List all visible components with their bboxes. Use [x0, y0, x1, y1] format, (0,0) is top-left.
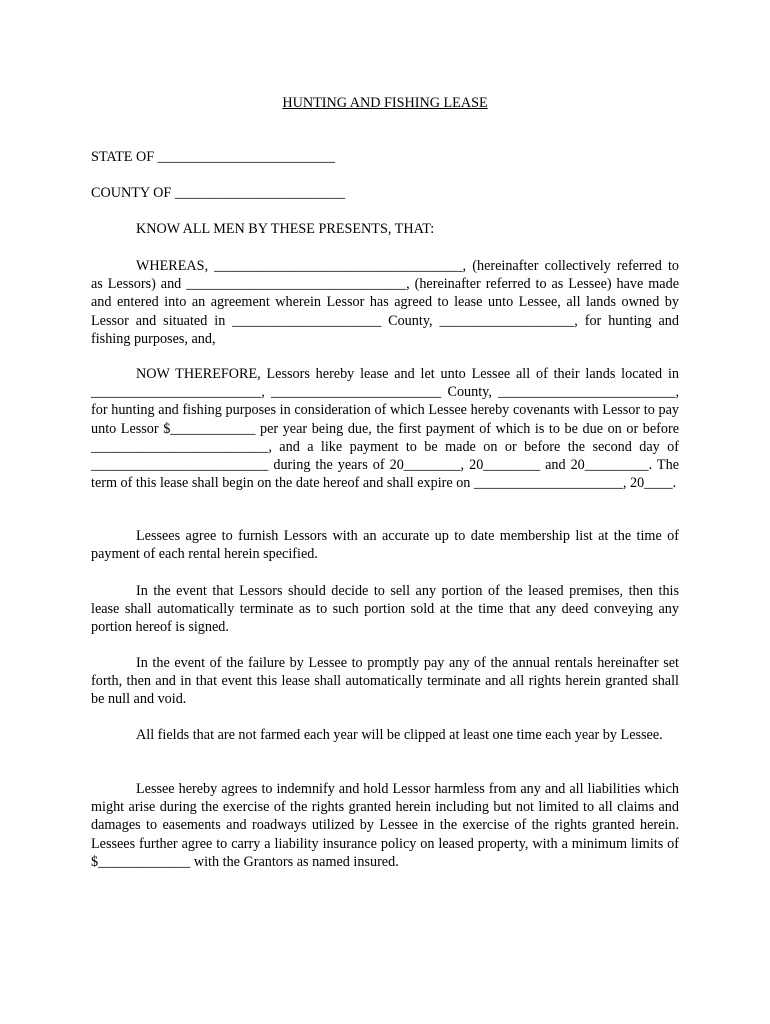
failure-to-pay-paragraph: In the event of the failure by Lessee to promptly pay any of the annual rentals hereinafter set forth, then and in that event this lease shall automatically terminate and all rights herein granted shall be null and void. [91, 655, 679, 708]
fields-clipped-paragraph: All fields that are not farmed each year will be clipped at least one time each year by Lessee. [136, 727, 663, 743]
membership-list-paragraph: Lessees agree to furnish Lessors with an accurate up to date membership list at the time of payment of each rental herein specified. [91, 528, 679, 563]
sale-termination-paragraph: In the event that Lessors should decide to sell any portion of the leased premises, then this lease shall automatically terminate as to such portion sold at the time that any deed conveying any portion hereof is signed. [91, 583, 679, 636]
state-line: STATE OF _________________________ [91, 149, 335, 165]
indemnify-paragraph: Lessee hereby agrees to indemnify and hold Lessor harmless from any and all liabilities which might arise during the exercise of the rights granted herein including but not limited to all claims and damages to easements and roadways utilized by Lessee in the exercise of the rights granted herein. Lessees further agree to carry a liability insurance policy on leased property, with a minimum limits of $_____________ with the Grantors as named insured. [91, 781, 679, 870]
know-all-men-line: KNOW ALL MEN BY THESE PRESENTS, THAT: [136, 221, 435, 237]
now-therefore-paragraph: NOW THEREFORE, Lessors hereby lease and let unto Lessee all of their lands located in ________________________, ________________________ County, _________________________, for hunting and fishing purposes in consideration of which Lessee hereby covenants with Lessor to pay unto Lessor $____________ per year being due, the first payment of which is to be due on or before _________________________, and a like payment to be made on or before the second day of _________________________ during the years of 20________, 20________ and 20_________. The term of this lease shall begin on the date hereof and shall expire on _____________________, 20____. [91, 366, 679, 492]
whereas-paragraph: WHEREAS, ___________________________________, (hereinafter collectively referred to as Lessors) and _______________________________, (hereinafter referred to as Lessee) have made and entered into an agreement wherein Lessor has agreed to lease unto Lessee, all lands owned by Lessor and situated in _____________________ County, ___________________, for hunting and fishing purposes, and, [91, 258, 679, 347]
document-title: HUNTING AND FISHING LEASE [282, 95, 488, 111]
county-line: COUNTY OF ________________________ [91, 185, 346, 201]
